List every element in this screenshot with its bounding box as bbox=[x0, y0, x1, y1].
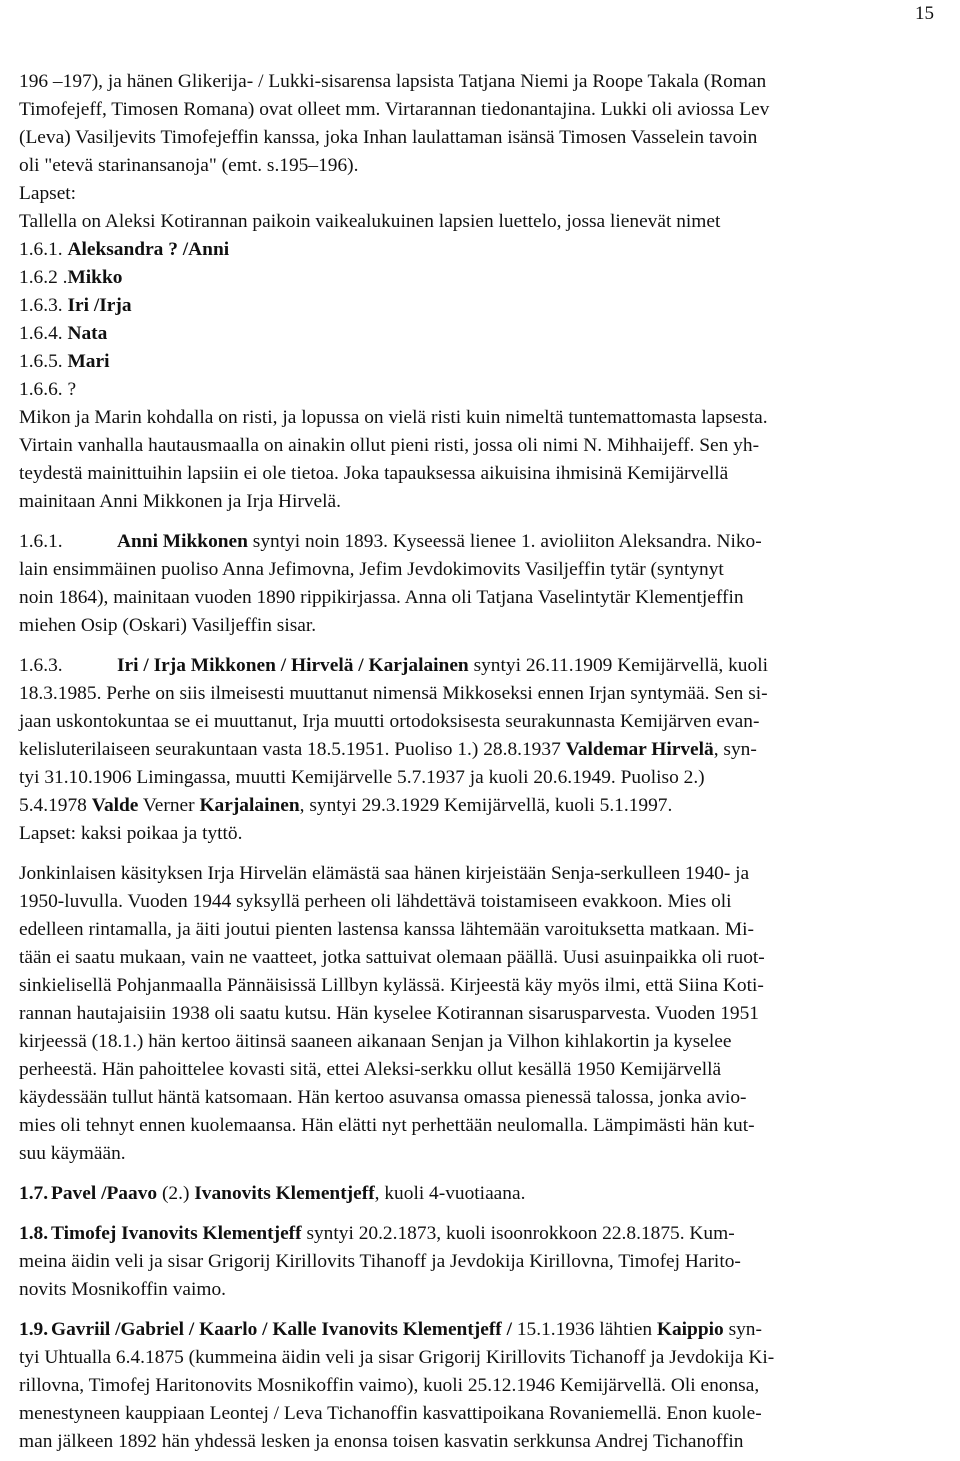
text-line bbox=[19, 736, 944, 764]
text-line: sinkielisellä Pohjanmaalla Pännäisissä Lillbyn kylässä. Kirjeestä käy myös ilmi, että Siina Koti- bbox=[19, 975, 764, 996]
child-number: 1.6.5. bbox=[19, 351, 68, 372]
child-list-item bbox=[19, 292, 944, 320]
text-line: Tallella on Aleksi Kotirannan paikoin vaikealukuinen lapsien luettelo, jossa lienevät nimet bbox=[19, 211, 721, 232]
text-line: (Leva) Vasiljevits Timofejeffin kanssa, joka Inhan laulattaman isänsä Timosen Vasselein tavoin bbox=[19, 127, 758, 148]
person-name: Anni Mikkonen bbox=[117, 531, 248, 552]
text-line: rillovna, Timofej Haritonovits Mosnikoffin vaimo), kuoli 25.12.1946 Kemijärvellä. Oli enonsa, bbox=[19, 1375, 760, 1396]
text-line: tään ei saatu mukaan, vain ne vaatteet, jotka sattuivat olemaan päällä. Uusi asuinpaikka oli ruot- bbox=[19, 947, 765, 968]
child-name: Mari bbox=[67, 351, 110, 372]
child-name: Iri /Irja bbox=[67, 295, 132, 316]
irja-paragraph bbox=[19, 652, 944, 848]
text-line: 18.3.1985. Perhe on siis ilmeisesti muuttanut nimensä Mikkoseksi ennen Irjan syntymää. Sen si- bbox=[19, 683, 768, 704]
timofej-entry bbox=[19, 1220, 944, 1304]
text-line: menestyneen kauppiaan Leontej / Leva Tichanoffin kasvattipoikana Rovaniemellä. Enon kuole- bbox=[19, 1403, 762, 1424]
text-line: 196 –197), ja hänen Glikerija- / Lukki-sisarensa lapsista Tatjana Niemi ja Roope Takala (Roman bbox=[19, 71, 767, 92]
text-line: lain ensimmäinen puoliso Anna Jefimovna, Jefim Jevdokimovits Vasiljeffin tytär (syntynyt bbox=[19, 559, 724, 580]
child-list-item bbox=[19, 236, 944, 264]
text-line: Timofejeff, Timosen Romana) ovat olleet mm. Virtarannan tiedonantajina. Lukki oli aviossa Lev bbox=[19, 99, 770, 120]
child-number: 1.6.6. ? bbox=[19, 379, 77, 400]
child-name: Nata bbox=[67, 323, 108, 344]
person-name: Gavriil /Gabriel / Kaarlo / Kalle Ivanovits Klementjeff / bbox=[51, 1319, 513, 1340]
text-segment: syntyi noin 1893. Kyseessä lienee 1. avioliiton Aleksandra. Niko- bbox=[247, 531, 762, 552]
text-segment: , syn- bbox=[713, 739, 757, 760]
text-line: tyi Uhtualla 6.4.1875 (kummeina äidin veli ja sisar Grigorij Kirillovits Tichanoff ja Jevdokija Ki- bbox=[19, 1347, 775, 1368]
text-line: man jälkeen 1892 hän yhdessä lesken ja enonsa toisen kasvatin serkkunsa Andrej Tichanoffin bbox=[19, 1431, 744, 1452]
text-segment: , kuoli 4-vuotiaana. bbox=[374, 1183, 526, 1204]
children-heading: Lapset: bbox=[19, 183, 77, 204]
text-segment: syntyi 20.2.1873, kuoli isoonrokkoon 22.8.1875. Kum- bbox=[301, 1223, 735, 1244]
text-segment: 5.4.1978 bbox=[19, 795, 92, 816]
text-line: noin 1864), mainitaan vuoden 1890 rippikirjassa. Anna oli Tatjana Vaselintytär Klementjeffin bbox=[19, 587, 744, 608]
text-line: 1950-luvulla. Vuoden 1944 syksyllä perheen oli lähdettävä toistamiseen evakkoon. Mies oli bbox=[19, 891, 732, 912]
new-surname: Kaippio bbox=[656, 1319, 724, 1340]
child-list-item bbox=[19, 320, 944, 348]
text-line bbox=[19, 792, 944, 820]
text-segment: kelisluterilaiseen seurakuntaan vasta 18.5.1951. Puoliso 1.) 28.8.1937 bbox=[19, 739, 566, 760]
text-line: rannan hautajaisiin 1938 oli saatu kutsu. Hän kyselee Kotirannan sisarusparvesta. Vuoden 1951 bbox=[19, 1003, 759, 1024]
text-line: mies oli tehnyt ennen kuolemaansa. Hän elätti nyt perhettään neulomalla. Lämpimästi hän kut- bbox=[19, 1115, 755, 1136]
text-line: Mikon ja Marin kohdalla on risti, ja lopussa on vielä risti kuin nimeltä tuntemattomasta lapsesta. bbox=[19, 407, 768, 428]
document-body bbox=[19, 68, 944, 1456]
text-line: käydessään tullut häntä katsomaan. Hän kertoo asuvansa omassa pienessä talossa, jonka avio- bbox=[19, 1087, 747, 1108]
text-line bbox=[19, 528, 944, 556]
text-segment: syntyi 26.11.1909 Kemijärvellä, kuoli bbox=[468, 655, 768, 676]
text-segment: (2.) bbox=[157, 1183, 195, 1204]
person-name: Timofej Ivanovits Klementjeff bbox=[51, 1223, 302, 1244]
text-line bbox=[19, 1180, 944, 1208]
senja-letters-paragraph bbox=[19, 860, 944, 1168]
text-line: novits Mosnikoffin vaimo. bbox=[19, 1279, 227, 1300]
text-line: kirjeessä (18.1.) hän kertoo äitinsä saaneen aikanaan Senjan ja Vilhon kihlakortin ja kyselee bbox=[19, 1031, 732, 1052]
text-line: jaan uskontokuntaa se ei muuttanut, Irja muutti ortodoksisesta seurakunnasta Kemijärven evan- bbox=[19, 711, 760, 732]
text-line: meina äidin veli ja sisar Grigorij Kirillovits Tihanoff ja Jevdokija Kirillovna, Timofej Harito- bbox=[19, 1251, 741, 1272]
entry-number: 1.7. bbox=[19, 1183, 49, 1204]
text-line: Lapset: kaksi poikaa ja tyttö. bbox=[19, 823, 243, 844]
child-number: 1.6.3. bbox=[19, 295, 68, 316]
text-line: miehen Osip (Oskari) Vasiljeffin sisar. bbox=[19, 615, 317, 636]
intro-paragraph bbox=[19, 68, 944, 180]
anni-mikkonen-paragraph bbox=[19, 528, 944, 640]
child-list-item bbox=[19, 348, 944, 376]
child-list-item bbox=[19, 264, 944, 292]
text-line: oli "etevä starinansanoja" (emt. s.195–196). bbox=[19, 155, 359, 176]
spouse-name: Valdemar Hirvelä bbox=[565, 739, 714, 760]
person-name: Pavel /Paavo bbox=[51, 1183, 158, 1204]
text-line: teydestä mainittuihin lapsiin ei ole tietoa. Joka tapauksessa aikuisina ihmisinä Kemijärvellä bbox=[19, 463, 729, 484]
child-number: 1.6.4. bbox=[19, 323, 68, 344]
spouse-surname: Karjalainen bbox=[199, 795, 300, 816]
text-line bbox=[19, 1316, 944, 1344]
entry-number: 1.9. bbox=[19, 1319, 49, 1340]
text-line: Jonkinlaisen käsityksen Irja Hirvelän elämästä saa hänen kirjeistään Senja-serkulleen 1940- ja bbox=[19, 863, 750, 884]
text-line: suu käymään. bbox=[19, 1143, 126, 1164]
child-list-item bbox=[19, 376, 944, 404]
text-segment: syn- bbox=[723, 1319, 762, 1340]
text-segment: 15.1.1936 lähtien bbox=[512, 1319, 657, 1340]
child-number: 1.6.1. bbox=[19, 239, 68, 260]
child-name: Mikko bbox=[67, 267, 123, 288]
entry-number: 1.8. bbox=[19, 1223, 49, 1244]
text-line bbox=[19, 1220, 944, 1248]
text-segment: , syntyi 29.3.1929 Kemijärvellä, kuoli 5.1.1997. bbox=[299, 795, 673, 816]
text-line bbox=[19, 652, 944, 680]
text-line: mainitaan Anni Mikkonen ja Irja Hirvelä. bbox=[19, 491, 342, 512]
person-name: Iri / Irja Mikkonen / Hirvelä / Karjalainen bbox=[117, 655, 469, 676]
spouse-first-name: Valde bbox=[91, 795, 139, 816]
text-line: tyi 31.10.1906 Limingassa, muutti Kemijärvelle 5.7.1937 ja kuoli 20.6.1949. Puoliso 2.) bbox=[19, 767, 705, 788]
text-segment: Verner bbox=[138, 795, 200, 816]
children-list-section bbox=[19, 180, 944, 516]
child-number: 1.6.2 . bbox=[19, 267, 68, 288]
person-patronym: Ivanovits Klementjeff bbox=[194, 1183, 375, 1204]
pavel-entry bbox=[19, 1180, 944, 1208]
page-number: 15 bbox=[915, 3, 934, 24]
text-line: perheestä. Hän pahoittelee kovasti sitä, ettei Aleksi-serkku ollut kesällä 1950 Kemijärvellä bbox=[19, 1059, 722, 1080]
gavriil-entry bbox=[19, 1316, 944, 1456]
child-name: Aleksandra ? /Anni bbox=[67, 239, 230, 260]
entry-number: 1.6.1. bbox=[19, 531, 63, 552]
entry-number: 1.6.3. bbox=[19, 655, 63, 676]
text-line: edelleen rintamalla, ja äiti joutui pienten lastensa kanssa lähtemään varoituksetta matkaan. Mi- bbox=[19, 919, 754, 940]
text-line: Virtain vanhalla hautausmaalla on ainakin ollut pieni risti, jossa oli nimi N. Mihhaijeff. Sen yh- bbox=[19, 435, 760, 456]
